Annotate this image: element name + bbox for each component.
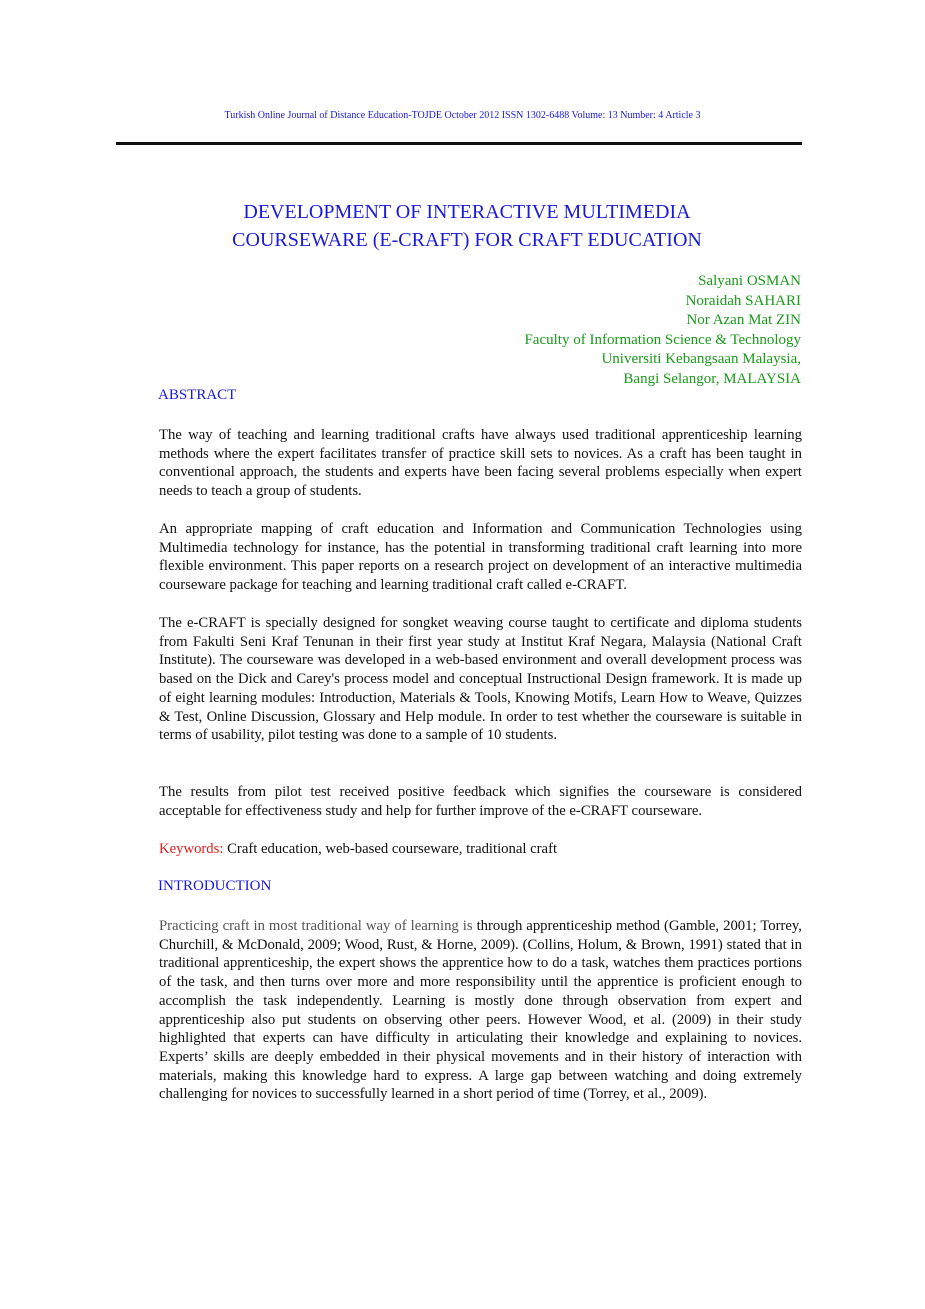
paper-title-line-2: COURSEWARE (E-CRAFT) FOR CRAFT EDUCATION	[232, 229, 702, 251]
keywords-label: Keywords:	[159, 841, 224, 857]
introduction-heading: INTRODUCTION	[158, 878, 272, 894]
author-name: Nor Azan Mat ZIN	[686, 312, 801, 328]
affiliation-line: Faculty of Information Science & Technology	[524, 331, 801, 348]
paper-title-line-1: DEVELOPMENT OF INTERACTIVE MULTIMEDIA	[243, 201, 691, 223]
author-name: Salyani OSMAN	[698, 273, 801, 289]
introduction-lead: Practicing craft in most traditional way of learning is	[159, 918, 473, 934]
affiliation-line: Universiti Kebangsaan Malaysia,	[601, 351, 801, 367]
affiliation-line: Bangi Selangor, MALAYSIA	[623, 370, 801, 387]
introduction-paragraph	[159, 917, 802, 1104]
abstract-paragraph: The results from pilot test received positive feedback which signifies the courseware is considered acceptable for effectiveness study and help for further improve of the e-CRAFT courseware.	[159, 784, 802, 819]
journal-header: Turkish Online Journal of Distance Education-TOJDE October 2012 ISSN 1302-6488 Volume: 13 Number: 4 Article 3	[224, 110, 701, 121]
author-block	[401, 272, 801, 389]
abstract-heading: ABSTRACT	[158, 387, 237, 403]
abstract-paragraph: The e-CRAFT is specially designed for songket weaving course taught to certificate and diploma students from Fakulti Seni Kraf Tenunan in their first year study at Institut Kraf Negara, Malaysia (National Craft Institute). The courseware was developed in a web-based environment and overall development process was based on the Dick and Carey's process model and conceptual Instructional Design framework. It is made up of eight learning modules: Introduction, Materials & Tools, Knowing Motifs, Learn How to Weave, Quizzes & Test, Online Discussion, Glossary and Help module. In order to test whether the courseware is suitable in terms of usability, pilot testing was done to a sample of 10 students.	[159, 615, 802, 744]
abstract-paragraph: An appropriate mapping of craft education and Information and Communication Technologies using Multimedia technology for instance, has the potential in transforming traditional craft learning into more flexible environment. This paper reports on a research project on development of an interactive multimedia courseware package for teaching and learning traditional craft called e-CRAFT.	[159, 521, 802, 594]
paper-title	[116, 198, 818, 254]
introduction-body: through apprenticeship method (Gamble, 2001; Torrey, Churchill, & McDonald, 2009; Wood, Rust, & Horne, 2009). (Collins, Holum, & Brown, 1991) stated that in traditional apprenticeship, the expert shows the apprentice how to do a task, watches them practices portions of the task, and then turns over more and more responsibility until the apprentice is proficient enough to accomplish the task independently. Learning is mostly done through observation from expert and apprenticeship also put students on observing other peers. However Wood, et al. (2009) in their study highlighted that experts can have difficulty in articulating their knowledge and explaining to novices. Experts’ skills are deeply embedded in their physical movements and in their history of interaction with materials, making this knowledge hard to express. A large gap between watching and doing extremely challenging for novices to successfully learned in a short period of time (Torrey, et al., 2009).	[159, 918, 802, 1103]
abstract-paragraph: The way of teaching and learning traditional crafts have always used traditional apprenticeship learning methods where the expert facilitates transfer of practice skill sets to novices. As a craft has been taught in conventional approach, the students and experts have been facing several problems especially when expert needs to teach a group of students.	[159, 427, 802, 500]
author-name: Noraidah SAHARI	[685, 292, 801, 309]
keywords-line	[159, 840, 802, 859]
header-rule	[116, 142, 802, 145]
keywords-text: Craft education, web-based courseware, traditional craft	[223, 841, 558, 857]
